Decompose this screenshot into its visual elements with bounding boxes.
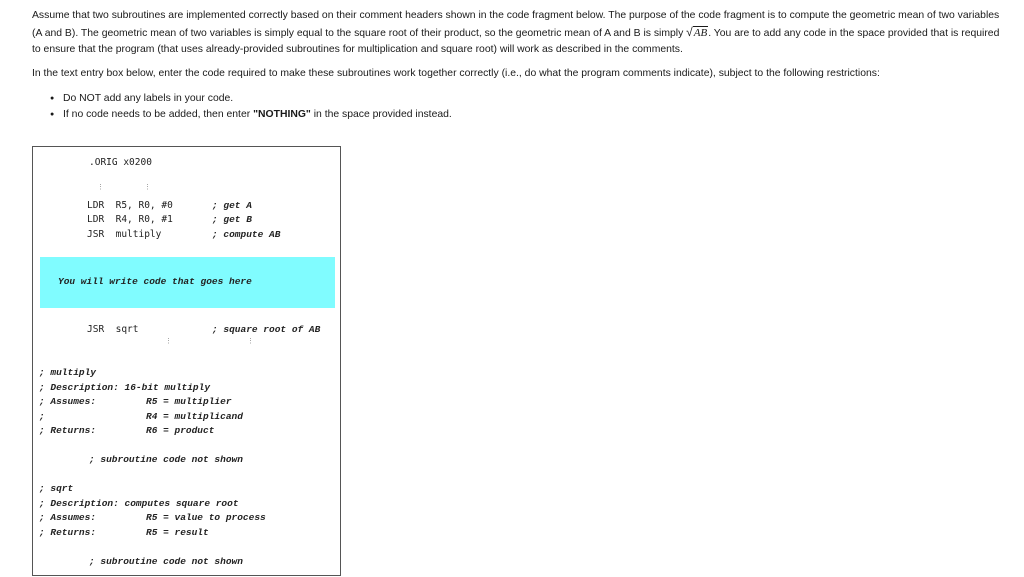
multiply-assumes-r5: R5 = multiplier xyxy=(146,396,232,407)
comment-square-root: ; square root of AB xyxy=(212,324,321,335)
sqrt-header: ; sqrt xyxy=(39,483,74,494)
vertical-ellipsis: ⋮ xyxy=(144,183,151,191)
multiply-assumes-label: ; Assumes: xyxy=(39,396,97,407)
comment-get-b: ; get B xyxy=(212,214,252,225)
problem-description xyxy=(32,8,1002,58)
multiply-header: ; multiply xyxy=(39,367,97,378)
restrictions-list xyxy=(50,91,452,123)
restriction-text: Do NOT add any labels in your code. xyxy=(63,93,234,104)
placeholder-text: You will write code that goes here xyxy=(58,276,252,287)
vertical-ellipsis: ⋮ xyxy=(97,183,104,191)
sqrt-description: ; Description: computes square root xyxy=(39,498,239,509)
vertical-ellipsis: ⋮ xyxy=(165,337,172,345)
multiply-comment-marker: ; xyxy=(39,411,45,422)
code-line-ldr-r4: LDR R4, R0, #1 xyxy=(87,214,173,225)
sqrt-assumes-r5: R5 = value to process xyxy=(146,512,266,523)
restriction-item xyxy=(50,91,452,107)
sqrt-argument: AB xyxy=(693,27,708,39)
instructions-text: In the text entry box below, enter the code required to make these subroutines work together correctly (i.e., do what the program comments indicate), subject to the following restrictions: xyxy=(32,68,880,79)
multiply-description: ; Description: 16-bit multiply xyxy=(39,382,211,393)
sqrt-returns-label: ; Returns: xyxy=(39,527,97,538)
restriction-nothing-keyword: "NOTHING" xyxy=(253,109,311,120)
comment-get-a: ; get A xyxy=(212,200,252,211)
orig-directive: .ORIG x0200 xyxy=(89,157,152,168)
code-line-jsr-multiply: JSR multiply xyxy=(87,229,162,240)
restriction-text-a: If no code needs to be added, then enter xyxy=(63,109,254,120)
code-insertion-placeholder xyxy=(40,257,335,308)
restriction-text-b: in the space provided instead. xyxy=(310,109,452,120)
multiply-body-not-shown: ; subroutine code not shown xyxy=(89,454,243,465)
sqrt-assumes-label: ; Assumes: xyxy=(39,512,97,523)
code-line-jsr-sqrt: JSR sqrt xyxy=(87,324,139,335)
sqrt-ab-formula xyxy=(686,25,708,39)
comment-compute-ab: ; compute AB xyxy=(212,229,281,240)
problem-text-part1: Assume that two subroutines are implemented correctly based on their comment headers shown in the code fragment below. The purpose of the code fragment is to compute the geometric mean of two variables (A and B). The geometric mean of two variables is simply equal to the square root of their product, so the geometric mean of A and B is simply xyxy=(32,10,1000,39)
multiply-returns-r6: R6 = product xyxy=(146,425,215,436)
code-line-ldr-r5: LDR R5, R0, #0 xyxy=(87,200,173,211)
sqrt-symbol: √ xyxy=(686,25,693,39)
multiply-returns-label: ; Returns: xyxy=(39,425,97,436)
sqrt-returns-r5: R5 = result xyxy=(146,527,209,538)
restriction-item xyxy=(50,107,452,123)
sqrt-body-not-shown: ; subroutine code not shown xyxy=(89,556,243,567)
multiply-assumes-r4: R4 = multiplicand xyxy=(146,411,243,422)
problem-text-part2: . You are to add any code in the space provided that is required to ensure that the program (that uses already-provided subroutines for multiplication and square root) will work as described in the comments. xyxy=(32,28,1000,55)
code-fragment-box xyxy=(32,146,341,576)
vertical-ellipsis: ⋮ xyxy=(247,337,254,345)
